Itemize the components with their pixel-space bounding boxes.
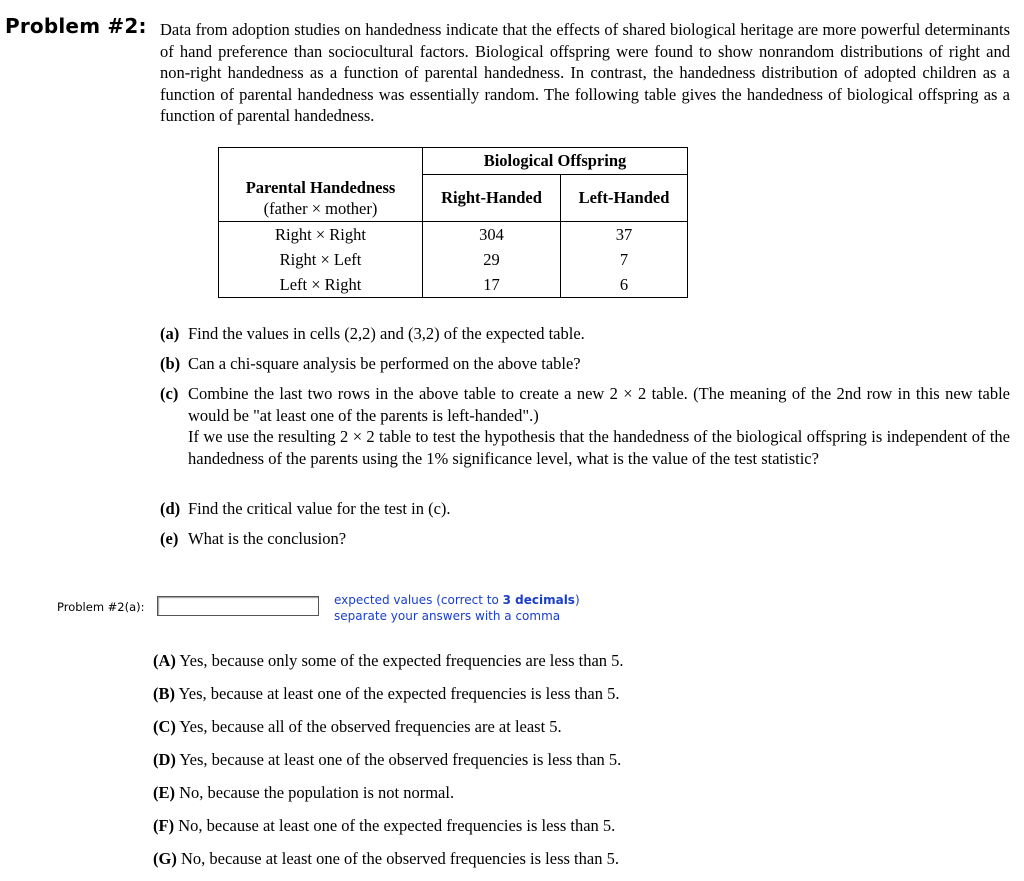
col-header-left-handed: Left-Handed: [561, 175, 688, 222]
table-row: [219, 221, 688, 247]
col-header-right-handed: Right-Handed: [423, 175, 561, 222]
option-d[interactable]: [153, 749, 624, 782]
hint-prefix: expected values (correct to: [334, 593, 503, 607]
option-text: No, because at least one of the expected frequencies is less than 5.: [178, 816, 616, 835]
table-group-header: Biological Offspring: [423, 148, 688, 175]
question-text: Find the critical value for the test in (c).: [188, 499, 451, 518]
hint-suffix: ): [574, 593, 580, 607]
table-row: [219, 272, 688, 298]
answer-2a-input[interactable]: [157, 596, 319, 616]
row-header-label: Parental Handedness: [245, 177, 396, 197]
question-letter: (a): [160, 324, 180, 343]
option-letter: (F): [153, 816, 175, 835]
question-letter: (c): [160, 384, 179, 403]
row-label: Right × Right: [219, 221, 423, 247]
option-letter: (B): [153, 684, 175, 703]
question-c: [160, 383, 1010, 468]
answer-options: [153, 650, 624, 881]
option-b[interactable]: [153, 683, 624, 716]
question-e: [160, 528, 1010, 550]
option-text: Yes, because at least one of the observed frequencies is less than 5.: [179, 750, 622, 769]
question-letter: (e): [160, 529, 179, 548]
row-label: Left × Right: [219, 272, 423, 298]
table-row: [219, 247, 688, 272]
answer-label: Problem #2(a):: [57, 600, 145, 614]
option-letter: (A): [153, 651, 176, 670]
option-letter: (D): [153, 750, 176, 769]
cell-value: 37: [561, 221, 688, 247]
question-d: [160, 498, 1010, 520]
answer-hint: [334, 592, 580, 624]
option-letter: (E): [153, 783, 175, 802]
question-letter: (d): [160, 499, 181, 518]
hint-line2: separate your answers with a comma: [334, 609, 561, 623]
option-text: No, because the population is not normal.: [179, 783, 455, 802]
handedness-table: [218, 147, 688, 298]
option-f[interactable]: [153, 815, 624, 848]
option-e[interactable]: [153, 782, 624, 815]
row-header-sublabel: (father × mother): [263, 198, 378, 218]
option-letter: (G): [153, 849, 177, 868]
question-text: Can a chi-square analysis be performed on the above table?: [188, 354, 581, 373]
option-text: No, because at least one of the observed frequencies is less than 5.: [180, 849, 619, 868]
table-row-header: [219, 175, 423, 222]
cell-value: 17: [423, 272, 561, 298]
option-text: Yes, because only some of the expected frequencies are less than 5.: [179, 651, 624, 670]
question-b: [160, 353, 1010, 375]
question-c-body: [188, 383, 1010, 469]
option-c[interactable]: [153, 716, 624, 749]
question-text: Find the values in cells (2,2) and (3,2) of the expected table.: [188, 324, 585, 343]
option-g[interactable]: [153, 848, 624, 881]
option-text: Yes, because at least one of the expected frequencies is less than 5.: [178, 684, 620, 703]
option-a[interactable]: [153, 650, 624, 683]
option-text: Yes, because all of the observed frequencies are at least 5.: [179, 717, 562, 736]
cell-value: 6: [561, 272, 688, 298]
cell-value: 304: [423, 221, 561, 247]
question-text: Combine the last two rows in the above table to create a new 2 × 2 table. (The meaning of the 2nd row in this new table would be "at least one of the parents is left-handed".): [188, 384, 1010, 425]
question-text: What is the conclusion?: [188, 529, 347, 548]
question-a: [160, 323, 1010, 345]
problem-intro: Data from adoption studies on handedness indicate that the effects of shared biological heritage are more powerful determinants of hand preference than sociocultural factors. Biological offspring were found to show nonrandom distributions of right and non-right handedness as a function of parental handedness. In contrast, the handedness distribution of adopted children as a function of parental handedness was essentially random. The following table gives the handedness of biological offspring as a function of parental handedness.: [160, 20, 1010, 125]
cell-value: 7: [561, 247, 688, 272]
table-corner-cell: [219, 148, 423, 175]
row-label: Right × Left: [219, 247, 423, 272]
cell-value: 29: [423, 247, 561, 272]
option-letter: (C): [153, 717, 176, 736]
question-text-continued: If we use the resulting 2 × 2 table to test the hypothesis that the handedness of the biological offspring is independent of the handedness of the parents using the 1% significance level, what is the value of the test statistic?: [188, 427, 1010, 468]
question-letter: (b): [160, 354, 181, 373]
problem-title: Problem #2:: [5, 14, 147, 38]
hint-bold: 3 decimals: [502, 593, 575, 607]
